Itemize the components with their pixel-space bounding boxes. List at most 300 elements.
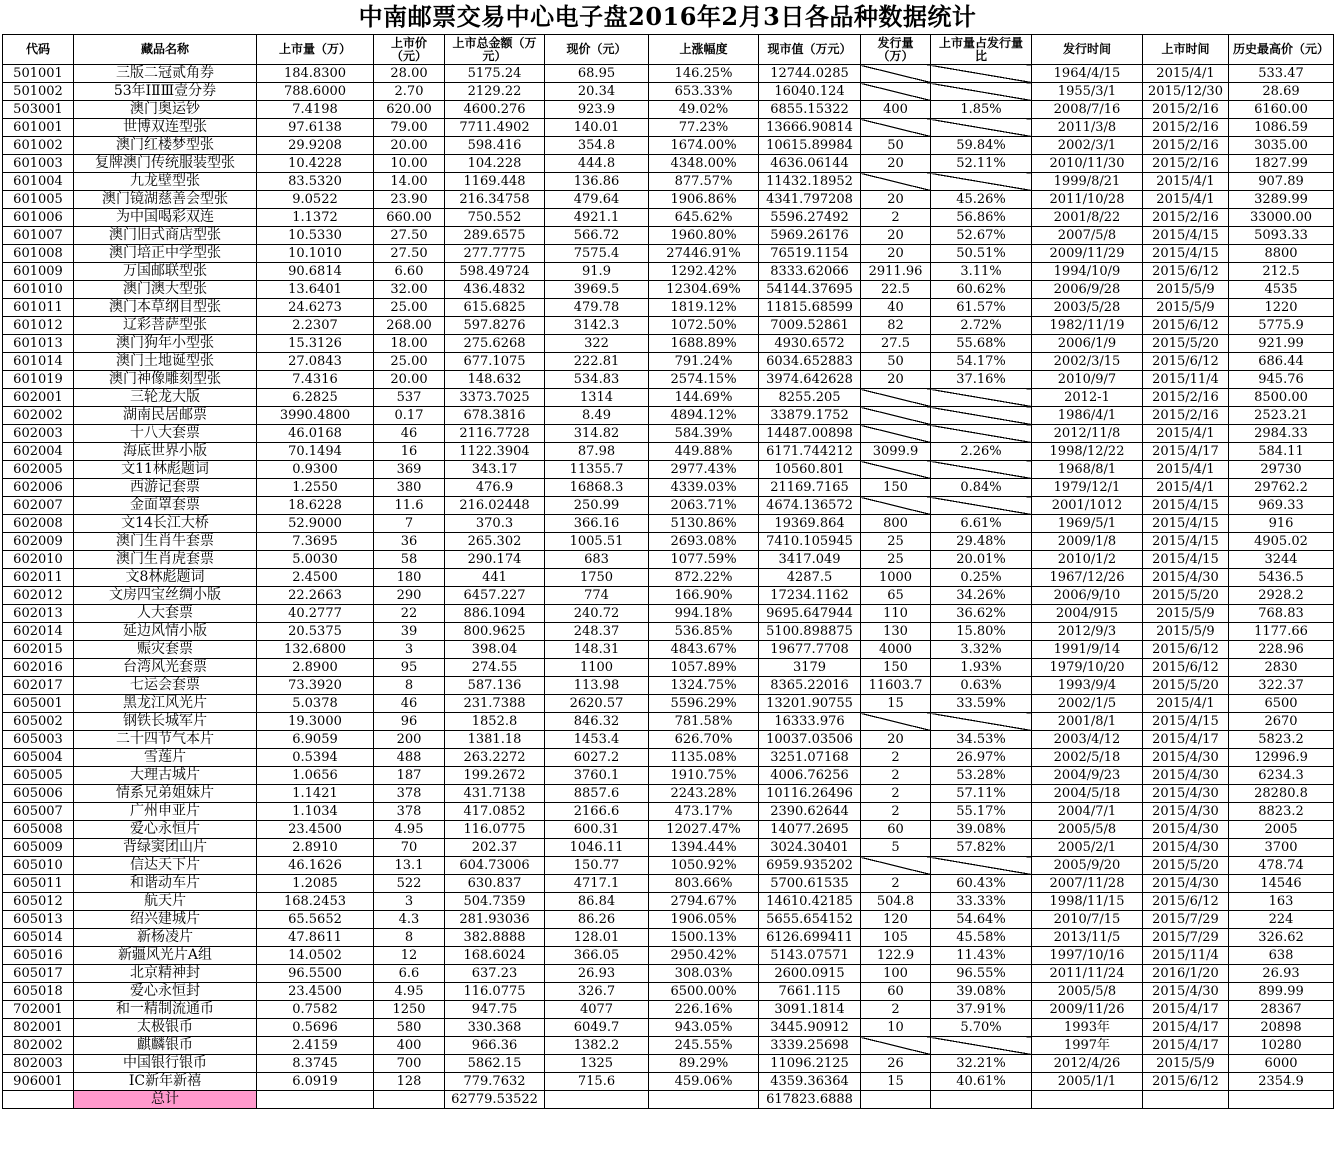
cell-issue-date: 1997/10/16 — [1032, 947, 1143, 965]
cell-listed-price: 36 — [374, 533, 445, 551]
cell-increase: 1674.00% — [649, 137, 759, 155]
cell-current-price: 26.93 — [545, 965, 649, 983]
cell-issue-qty: 1000 — [861, 569, 931, 587]
cell-issue-qty — [861, 713, 931, 731]
table-row — [3, 83, 1334, 101]
cell-increase: 1050.92% — [649, 857, 759, 875]
cell-current-price: 148.31 — [545, 641, 649, 659]
cell-listed-price: 400 — [374, 1037, 445, 1055]
table-row — [3, 731, 1334, 749]
cell-code: 602009 — [3, 533, 74, 551]
cell-code: 602015 — [3, 641, 74, 659]
cell-listed-date: 2015/2/16 — [1143, 101, 1229, 119]
cell-listed-date: 2015/5/20 — [1143, 335, 1229, 353]
cell-listed-qty: 46.0168 — [257, 425, 374, 443]
table-row — [3, 857, 1334, 875]
cell-listed-qty: 184.8300 — [257, 65, 374, 83]
table-row — [3, 191, 1334, 209]
table-row — [3, 299, 1334, 317]
cell-listed-ratio: 59.84% — [931, 137, 1032, 155]
cell-name: 澳门土地诞型张 — [74, 353, 257, 371]
cell-listed-qty: 7.3695 — [257, 533, 374, 551]
cell-historic-high: 8823.2 — [1229, 803, 1334, 821]
cell-listed-qty: 0.5394 — [257, 749, 374, 767]
cell-increase: 459.06% — [649, 1073, 759, 1091]
cell-name: 53年ⅠⅡⅢ壹分券 — [74, 83, 257, 101]
cell-issue-qty — [861, 857, 931, 875]
cell-listed-date: 2015/2/16 — [1143, 119, 1229, 137]
cell-historic-high: 6234.3 — [1229, 767, 1334, 785]
cell-issue-qty: 2 — [861, 785, 931, 803]
cell-issue-qty: 150 — [861, 479, 931, 497]
cell-market-value: 5143.07571 — [759, 947, 861, 965]
cell-name: 复牌澳门传统服装型张 — [74, 155, 257, 173]
cell-issue-qty — [861, 407, 931, 425]
table-row — [3, 749, 1334, 767]
cell-name: 北京精神封 — [74, 965, 257, 983]
cell-listed-qty: 10.1010 — [257, 245, 374, 263]
cell-current-price: 1100 — [545, 659, 649, 677]
cell-increase: 584.39% — [649, 425, 759, 443]
cell-issue-date: 1967/12/26 — [1032, 569, 1143, 587]
cell-listed-ratio: 34.26% — [931, 587, 1032, 605]
cell-historic-high: 29762.2 — [1229, 479, 1334, 497]
table-row — [3, 515, 1334, 533]
cell-current-price: 6027.2 — [545, 749, 649, 767]
cell-name: 文8林彪题词 — [74, 569, 257, 587]
cell-listed-amount: 398.04 — [445, 641, 545, 659]
cell-increase: 803.66% — [649, 875, 759, 893]
cell-listed-amount: 275.6268 — [445, 335, 545, 353]
cell-listed-ratio: 96.55% — [931, 965, 1032, 983]
cell-issue-date: 2009/1/8 — [1032, 533, 1143, 551]
cell-name: 绍兴建城片 — [74, 911, 257, 929]
cell-current-price: 222.81 — [545, 353, 649, 371]
cell-market-value: 5700.61535 — [759, 875, 861, 893]
table-row — [3, 443, 1334, 461]
cell-listed-price: 12 — [374, 947, 445, 965]
cell-listed-price: 1250 — [374, 1001, 445, 1019]
cell-listed-qty: 65.5652 — [257, 911, 374, 929]
cell-market-value: 6171.744212 — [759, 443, 861, 461]
total-label: 总计 — [74, 1091, 257, 1109]
cell-listed-amount: 216.02448 — [445, 497, 545, 515]
table-row — [3, 155, 1334, 173]
cell-current-price: 683 — [545, 551, 649, 569]
table-row — [3, 569, 1334, 587]
cell-listed-qty: 73.3920 — [257, 677, 374, 695]
cell-historic-high: 28367 — [1229, 1001, 1334, 1019]
cell-listed-ratio — [931, 857, 1032, 875]
table-row — [3, 1073, 1334, 1091]
cell-listed-price: 180 — [374, 569, 445, 587]
cell-code: 602016 — [3, 659, 74, 677]
cell-listed-date: 2015/5/9 — [1143, 623, 1229, 641]
cell-listed-price: 290 — [374, 587, 445, 605]
cell-issue-date: 2010/7/15 — [1032, 911, 1143, 929]
cell-listed-amount: 148.632 — [445, 371, 545, 389]
cell-issue-qty: 50 — [861, 353, 931, 371]
cell-listed-price: 13.1 — [374, 857, 445, 875]
table-row — [3, 983, 1334, 1001]
cell-listed-ratio — [931, 461, 1032, 479]
cell-issue-date: 2002/1/5 — [1032, 695, 1143, 713]
cell-listed-date: 2015/4/1 — [1143, 695, 1229, 713]
cell-name: 文14长江大桥 — [74, 515, 257, 533]
cell-market-value: 14487.00898 — [759, 425, 861, 443]
cell-listed-price: 2.70 — [374, 83, 445, 101]
table-row — [3, 1001, 1334, 1019]
cell-current-price: 248.37 — [545, 623, 649, 641]
cell-issue-qty: 20 — [861, 191, 931, 209]
cell-listed-ratio: 45.26% — [931, 191, 1032, 209]
cell-increase: 1077.59% — [649, 551, 759, 569]
table-row — [3, 137, 1334, 155]
cell-name: 辽彩菩萨型张 — [74, 317, 257, 335]
cell-listed-qty: 15.3126 — [257, 335, 374, 353]
table-row — [3, 479, 1334, 497]
cell-listed-qty: 1.2085 — [257, 875, 374, 893]
cell-code: 601001 — [3, 119, 74, 137]
cell-issue-qty: 122.9 — [861, 947, 931, 965]
cell-listed-date: 2015/4/17 — [1143, 1001, 1229, 1019]
cell-market-value: 14077.2695 — [759, 821, 861, 839]
total-row — [3, 1091, 1334, 1109]
cell-listed-amount: 431.7138 — [445, 785, 545, 803]
cell-market-value: 76519.1154 — [759, 245, 861, 263]
cell-code: 601012 — [3, 317, 74, 335]
cell-market-value: 17234.1162 — [759, 587, 861, 605]
cell-listed-ratio: 39.08% — [931, 983, 1032, 1001]
cell-listed-amount: 7711.4902 — [445, 119, 545, 137]
cell-market-value: 8333.62066 — [759, 263, 861, 281]
cell-listed-date: 2015/4/1 — [1143, 461, 1229, 479]
cell-listed-amount: 677.1075 — [445, 353, 545, 371]
cell-issue-date: 2004/5/18 — [1032, 785, 1143, 803]
cell-name: 二十四节气本片 — [74, 731, 257, 749]
cell-issue-qty — [861, 425, 931, 443]
table-row — [3, 407, 1334, 425]
cell-current-price: 1453.4 — [545, 731, 649, 749]
cell-increase: 12304.69% — [649, 281, 759, 299]
cell-listed-qty: 22.2663 — [257, 587, 374, 605]
cell-listed-qty: 29.9208 — [257, 137, 374, 155]
cell-historic-high: 5093.33 — [1229, 227, 1334, 245]
cell-historic-high: 3289.99 — [1229, 191, 1334, 209]
cell-listed-amount: 5862.15 — [445, 1055, 545, 1073]
cell-code: 605018 — [3, 983, 74, 1001]
cell-listed-ratio — [931, 497, 1032, 515]
cell-code: 601019 — [3, 371, 74, 389]
cell-listed-ratio — [931, 407, 1032, 425]
cell-code: 602017 — [3, 677, 74, 695]
cell-listed-date: 2015/4/30 — [1143, 983, 1229, 1001]
cell-code: 605013 — [3, 911, 74, 929]
cell-listed-ratio — [931, 713, 1032, 731]
cell-listed-ratio: 54.64% — [931, 911, 1032, 929]
cell-listed-ratio: 6.61% — [931, 515, 1032, 533]
cell-market-value: 16333.976 — [759, 713, 861, 731]
cell-listed-price: 25.00 — [374, 299, 445, 317]
cell-code: 601008 — [3, 245, 74, 263]
table-row — [3, 371, 1334, 389]
header-listed-ratio: 上市量占发行量比 — [931, 35, 1032, 65]
cell-listed-ratio: 56.86% — [931, 209, 1032, 227]
cell-listed-qty: 0.5696 — [257, 1019, 374, 1037]
cell-issue-date: 2001/8/22 — [1032, 209, 1143, 227]
cell-listed-date: 2015/7/29 — [1143, 929, 1229, 947]
cell-listed-qty: 0.7582 — [257, 1001, 374, 1019]
cell-increase: 2243.28% — [649, 785, 759, 803]
table-row — [3, 623, 1334, 641]
cell-market-value: 10560.801 — [759, 461, 861, 479]
cell-historic-high: 1177.66 — [1229, 623, 1334, 641]
cell-market-value: 11815.68599 — [759, 299, 861, 317]
cell-current-price: 86.26 — [545, 911, 649, 929]
cell-listed-amount: 104.228 — [445, 155, 545, 173]
cell-listed-ratio: 57.82% — [931, 839, 1032, 857]
cell-historic-high: 10280 — [1229, 1037, 1334, 1055]
cell-listed-date: 2015/2/16 — [1143, 137, 1229, 155]
cell-listed-price: 522 — [374, 875, 445, 893]
cell-name: 钢铁长城军片 — [74, 713, 257, 731]
table-row — [3, 677, 1334, 695]
cell-market-value: 33879.1752 — [759, 407, 861, 425]
cell-listed-amount: 436.4832 — [445, 281, 545, 299]
cell-listed-price: 6.6 — [374, 965, 445, 983]
cell-listed-qty: 5.0030 — [257, 551, 374, 569]
cell-increase: 1057.89% — [649, 659, 759, 677]
cell-listed-qty: 1.1034 — [257, 803, 374, 821]
cell-current-price: 4921.1 — [545, 209, 649, 227]
cell-listed-qty: 83.5320 — [257, 173, 374, 191]
cell-listed-qty: 19.3000 — [257, 713, 374, 731]
cell-listed-price: 27.50 — [374, 227, 445, 245]
cell-issue-qty: 22.5 — [861, 281, 931, 299]
cell-listed-amount: 277.7775 — [445, 245, 545, 263]
cell-market-value: 3445.90912 — [759, 1019, 861, 1037]
header-historic-high: 历史最高价（元） — [1229, 35, 1334, 65]
cell-listed-price: 8 — [374, 677, 445, 695]
cell-listed-price: 95 — [374, 659, 445, 677]
cell-listed-price: 46 — [374, 695, 445, 713]
cell-current-price: 846.32 — [545, 713, 649, 731]
cell-historic-high: 478.74 — [1229, 857, 1334, 875]
cell-market-value: 8365.22016 — [759, 677, 861, 695]
cell-listed-ratio: 26.97% — [931, 749, 1032, 767]
cell-name: 湖南民居邮票 — [74, 407, 257, 425]
cell-listed-qty: 2.2307 — [257, 317, 374, 335]
cell-market-value: 5969.26176 — [759, 227, 861, 245]
table-row — [3, 353, 1334, 371]
cell-increase: 6500.00% — [649, 983, 759, 1001]
cell-issue-date: 1955/3/1 — [1032, 83, 1143, 101]
cell-increase: 994.18% — [649, 605, 759, 623]
cell-market-value: 21169.7165 — [759, 479, 861, 497]
cell-increase: 4843.67% — [649, 641, 759, 659]
cell-issue-date: 1982/11/19 — [1032, 317, 1143, 335]
cell-listed-price: 3 — [374, 893, 445, 911]
cell-listed-ratio: 15.80% — [931, 623, 1032, 641]
cell-listed-date: 2015/6/12 — [1143, 353, 1229, 371]
cell-listed-date: 2015/2/16 — [1143, 209, 1229, 227]
cell-listed-ratio: 37.16% — [931, 371, 1032, 389]
cell-name: 三版二冠贰角券 — [74, 65, 257, 83]
cell-issue-date: 2011/3/8 — [1032, 119, 1143, 137]
cell-listed-date: 2015/6/12 — [1143, 641, 1229, 659]
cell-market-value: 3974.642628 — [759, 371, 861, 389]
cell-listed-price: 537 — [374, 389, 445, 407]
cell-name: 澳门生肖虎套票 — [74, 551, 257, 569]
cell-issue-qty: 800 — [861, 515, 931, 533]
cell-listed-amount: 966.36 — [445, 1037, 545, 1055]
cell-historic-high: 768.83 — [1229, 605, 1334, 623]
cell-historic-high: 3244 — [1229, 551, 1334, 569]
cell-market-value: 4341.797208 — [759, 191, 861, 209]
cell-listed-price: 378 — [374, 785, 445, 803]
cell-listed-price: 10.00 — [374, 155, 445, 173]
cell-issue-date: 1979/12/1 — [1032, 479, 1143, 497]
cell-code: 605004 — [3, 749, 74, 767]
cell-code: 602001 — [3, 389, 74, 407]
cell-listed-qty: 9.0522 — [257, 191, 374, 209]
table-row — [3, 317, 1334, 335]
cell-name: 新疆风光片A组 — [74, 947, 257, 965]
cell-current-price: 140.01 — [545, 119, 649, 137]
cell-market-value: 12744.0285 — [759, 65, 861, 83]
cell-historic-high: 33000.00 — [1229, 209, 1334, 227]
cell-issue-qty: 2911.96 — [861, 263, 931, 281]
cell-listed-amount: 750.552 — [445, 209, 545, 227]
cell-increase: 2950.42% — [649, 947, 759, 965]
cell-increase: 2063.71% — [649, 497, 759, 515]
cell-increase: 1500.13% — [649, 929, 759, 947]
cell-issue-qty — [861, 83, 931, 101]
cell-listed-amount: 216.34758 — [445, 191, 545, 209]
cell-issue-date: 2011/10/28 — [1032, 191, 1143, 209]
cell-increase: 645.62% — [649, 209, 759, 227]
table-row — [3, 173, 1334, 191]
cell-increase: 1819.12% — [649, 299, 759, 317]
cell-current-price: 128.01 — [545, 929, 649, 947]
cell-name: 澳门澳大型张 — [74, 281, 257, 299]
cell-increase: 473.17% — [649, 803, 759, 821]
cell-listed-date: 2015/4/30 — [1143, 785, 1229, 803]
cell-listed-date: 2015/4/30 — [1143, 803, 1229, 821]
cell-historic-high: 2354.9 — [1229, 1073, 1334, 1091]
cell-market-value: 3339.25698 — [759, 1037, 861, 1055]
cell-listed-ratio: 33.33% — [931, 893, 1032, 911]
cell-code: 601011 — [3, 299, 74, 317]
cell-historic-high: 5775.9 — [1229, 317, 1334, 335]
cell-historic-high: 1086.59 — [1229, 119, 1334, 137]
cell-historic-high: 4905.02 — [1229, 533, 1334, 551]
cell-code: 602008 — [3, 515, 74, 533]
table-row — [3, 227, 1334, 245]
cell-issue-date: 2007/5/8 — [1032, 227, 1143, 245]
cell-listed-price: 4.95 — [374, 821, 445, 839]
cell-issue-date: 2006/9/10 — [1032, 587, 1143, 605]
cell-increase: 791.24% — [649, 353, 759, 371]
cell-listed-ratio: 3.32% — [931, 641, 1032, 659]
cell-issue-date: 1999/8/21 — [1032, 173, 1143, 191]
cell-name: 十八大套票 — [74, 425, 257, 443]
cell-code: 605008 — [3, 821, 74, 839]
cell-issue-date: 2005/5/8 — [1032, 821, 1143, 839]
cell-name: 黑龙江风光片 — [74, 695, 257, 713]
cell-listed-date: 2015/4/1 — [1143, 425, 1229, 443]
cell-issue-qty: 27.5 — [861, 335, 931, 353]
cell-listed-price: 580 — [374, 1019, 445, 1037]
table-row — [3, 209, 1334, 227]
cell-listed-date: 2015/7/29 — [1143, 911, 1229, 929]
cell-increase: 89.29% — [649, 1055, 759, 1073]
cell-name: 文11林彪题词 — [74, 461, 257, 479]
cell-name: 航天片 — [74, 893, 257, 911]
cell-listed-date: 2015/5/20 — [1143, 587, 1229, 605]
cell-historic-high: 2670 — [1229, 713, 1334, 731]
cell-name: 雪莲片 — [74, 749, 257, 767]
cell-issue-date: 2010/1/2 — [1032, 551, 1143, 569]
cell-market-value: 16040.124 — [759, 83, 861, 101]
cell-listed-date: 2015/4/30 — [1143, 839, 1229, 857]
cell-listed-qty: 97.6138 — [257, 119, 374, 137]
cell-market-value: 10615.89984 — [759, 137, 861, 155]
cell-issue-qty — [861, 1037, 931, 1055]
cell-issue-qty — [861, 173, 931, 191]
cell-current-price: 3760.1 — [545, 767, 649, 785]
cell-listed-date: 2015/6/12 — [1143, 317, 1229, 335]
cell-listed-ratio: 3.11% — [931, 263, 1032, 281]
cell-listed-amount: 289.6575 — [445, 227, 545, 245]
table-row — [3, 821, 1334, 839]
cell-listed-amount: 116.0775 — [445, 983, 545, 1001]
cell-listed-price: 8 — [374, 929, 445, 947]
cell-historic-high: 5436.5 — [1229, 569, 1334, 587]
cell-current-price: 354.8 — [545, 137, 649, 155]
cell-listed-ratio: 0.63% — [931, 677, 1032, 695]
cell-listed-price: 23.90 — [374, 191, 445, 209]
cell-listed-ratio: 52.11% — [931, 155, 1032, 173]
cell-historic-high: 28280.8 — [1229, 785, 1334, 803]
cell-issue-qty: 26 — [861, 1055, 931, 1073]
cell-issue-qty — [861, 65, 931, 83]
cell-listed-ratio — [931, 83, 1032, 101]
cell-current-price: 87.98 — [545, 443, 649, 461]
table-row — [3, 875, 1334, 893]
table-row — [3, 119, 1334, 137]
cell-name: 情系兄弟姐妹片 — [74, 785, 257, 803]
cell-listed-date: 2015/4/1 — [1143, 173, 1229, 191]
cell-listed-qty: 788.6000 — [257, 83, 374, 101]
cell-increase: 1324.75% — [649, 677, 759, 695]
cell-listed-price: 70 — [374, 839, 445, 857]
cell-historic-high: 921.99 — [1229, 335, 1334, 353]
cell-code: 605011 — [3, 875, 74, 893]
cell-code: 601013 — [3, 335, 74, 353]
cell-listed-price: 16 — [374, 443, 445, 461]
cell-listed-qty: 132.6800 — [257, 641, 374, 659]
cell-historic-high: 3035.00 — [1229, 137, 1334, 155]
cell-issue-qty: 65 — [861, 587, 931, 605]
cell-code: 601010 — [3, 281, 74, 299]
cell-listed-ratio: 11.43% — [931, 947, 1032, 965]
cell-name: 澳门红楼梦型张 — [74, 137, 257, 155]
table-row — [3, 65, 1334, 83]
cell-issue-qty: 130 — [861, 623, 931, 641]
cell-listed-qty: 3990.4800 — [257, 407, 374, 425]
cell-code: 605002 — [3, 713, 74, 731]
